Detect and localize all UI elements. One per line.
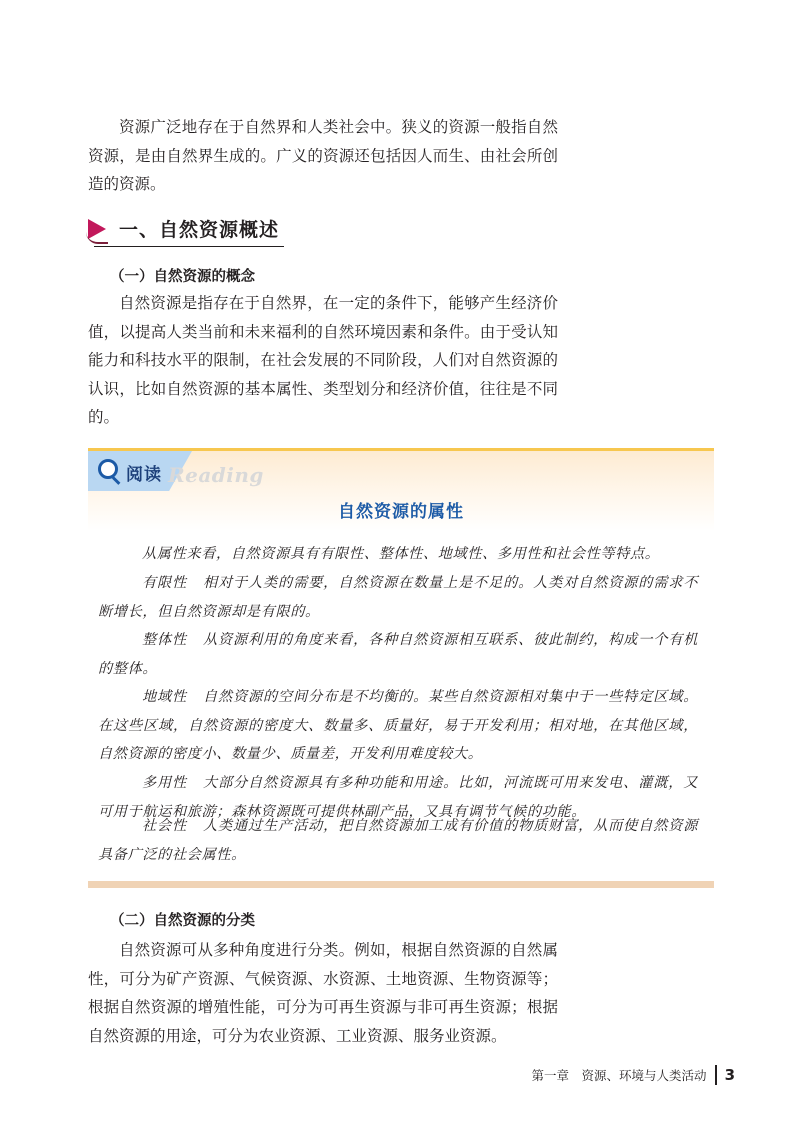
intro-paragraph: 资源广泛地存在于自然界和人类社会中。狭义的资源一般指自然资源，是由自然界生成的。广义的资源还包括因人而生、由社会所创造的资源。 (88, 118, 558, 193)
reading-term: 地域性 (142, 689, 188, 705)
reading-item (98, 683, 698, 769)
reading-term: 多用性 (142, 775, 188, 791)
reading-text: 大部分自然资源具有多种功能和用途。比如，河流既可用来发电、灌溉，又可用于航运和旅游；森林资源既可提供林副产品，又具有调节气候的功能。 (98, 775, 698, 820)
reading-box (88, 448, 714, 888)
reading-text: 相对于人类的需要，自然资源在数量上是不足的。人类对自然资源的需求不断增长，但自然资源却是有限的。 (98, 575, 698, 620)
reading-term: 社会性 (142, 818, 188, 834)
footer-divider (715, 1065, 717, 1085)
reading-term: 有限性 (142, 575, 188, 591)
section-heading (88, 216, 288, 250)
reading-bottom-bar (88, 881, 714, 888)
page-number: 3 (724, 1066, 735, 1084)
heading-underline (94, 246, 284, 247)
page-footer (532, 1065, 735, 1085)
reading-item (98, 569, 698, 626)
reading-text: 自然资源的空间分布是不均衡的。某些自然资源相对集中于一些特定区域。在这些区域，自然资源的密度大、数量多、质量好，易于开发利用；相对地，在其他区域，自然资源的密度小、数量少、质量差，开发利用难度较大。 (98, 689, 698, 763)
reading-term: 整体性 (142, 632, 188, 648)
footer-chapter: 第一章 资源、环境与人类活动 (531, 1068, 707, 1083)
reading-item (98, 626, 698, 683)
reading-intro: 从属性来看，自然资源具有有限性、整体性、地域性、多用性和社会性等特点。 (142, 546, 660, 562)
reading-title: 自然资源的属性 (338, 502, 464, 522)
reading-text: 人类通过生产活动，把自然资源加工成有价值的物质财富，从而使自然资源具备广泛的社会属性。 (98, 818, 698, 863)
subsection-title-concept: （一）自然资源的概念 (110, 269, 255, 285)
reading-text: 从资源利用的角度来看，各种自然资源相互联系、彼此制约，构成一个有机的整体。 (98, 632, 698, 677)
reading-label: 阅读 (126, 465, 162, 485)
reading-label-en: Reading (168, 463, 264, 487)
concept-paragraph: 自然资源是指存在于自然界，在一定的条件下，能够产生经济价值，以提高人类当前和未来福利的自然环境因素和条件。由于受认知能力和科技水平的限制，在社会发展的不同阶段，人们对自然资源的认识，比如自然资源的基本属性、类型划分和经济价值，往往是不同的。 (88, 294, 558, 426)
classification-paragraph: 自然资源可从多种角度进行分类。例如，根据自然资源的自然属性，可分为矿产资源、气候资源、水资源、土地资源、生物资源等；根据自然资源的增殖性能，可分为可再生资源与非可再生资源；根据自然资源的用途，可分为农业资源、工业资源、服务业资源。 (88, 941, 558, 1045)
magnifier-icon (98, 459, 118, 479)
reading-item (98, 812, 698, 869)
heading-swoosh-icon (86, 232, 108, 244)
section-title: 一、自然资源概述 (119, 219, 280, 241)
subsection-title-classification: （二）自然资源的分类 (110, 913, 255, 929)
